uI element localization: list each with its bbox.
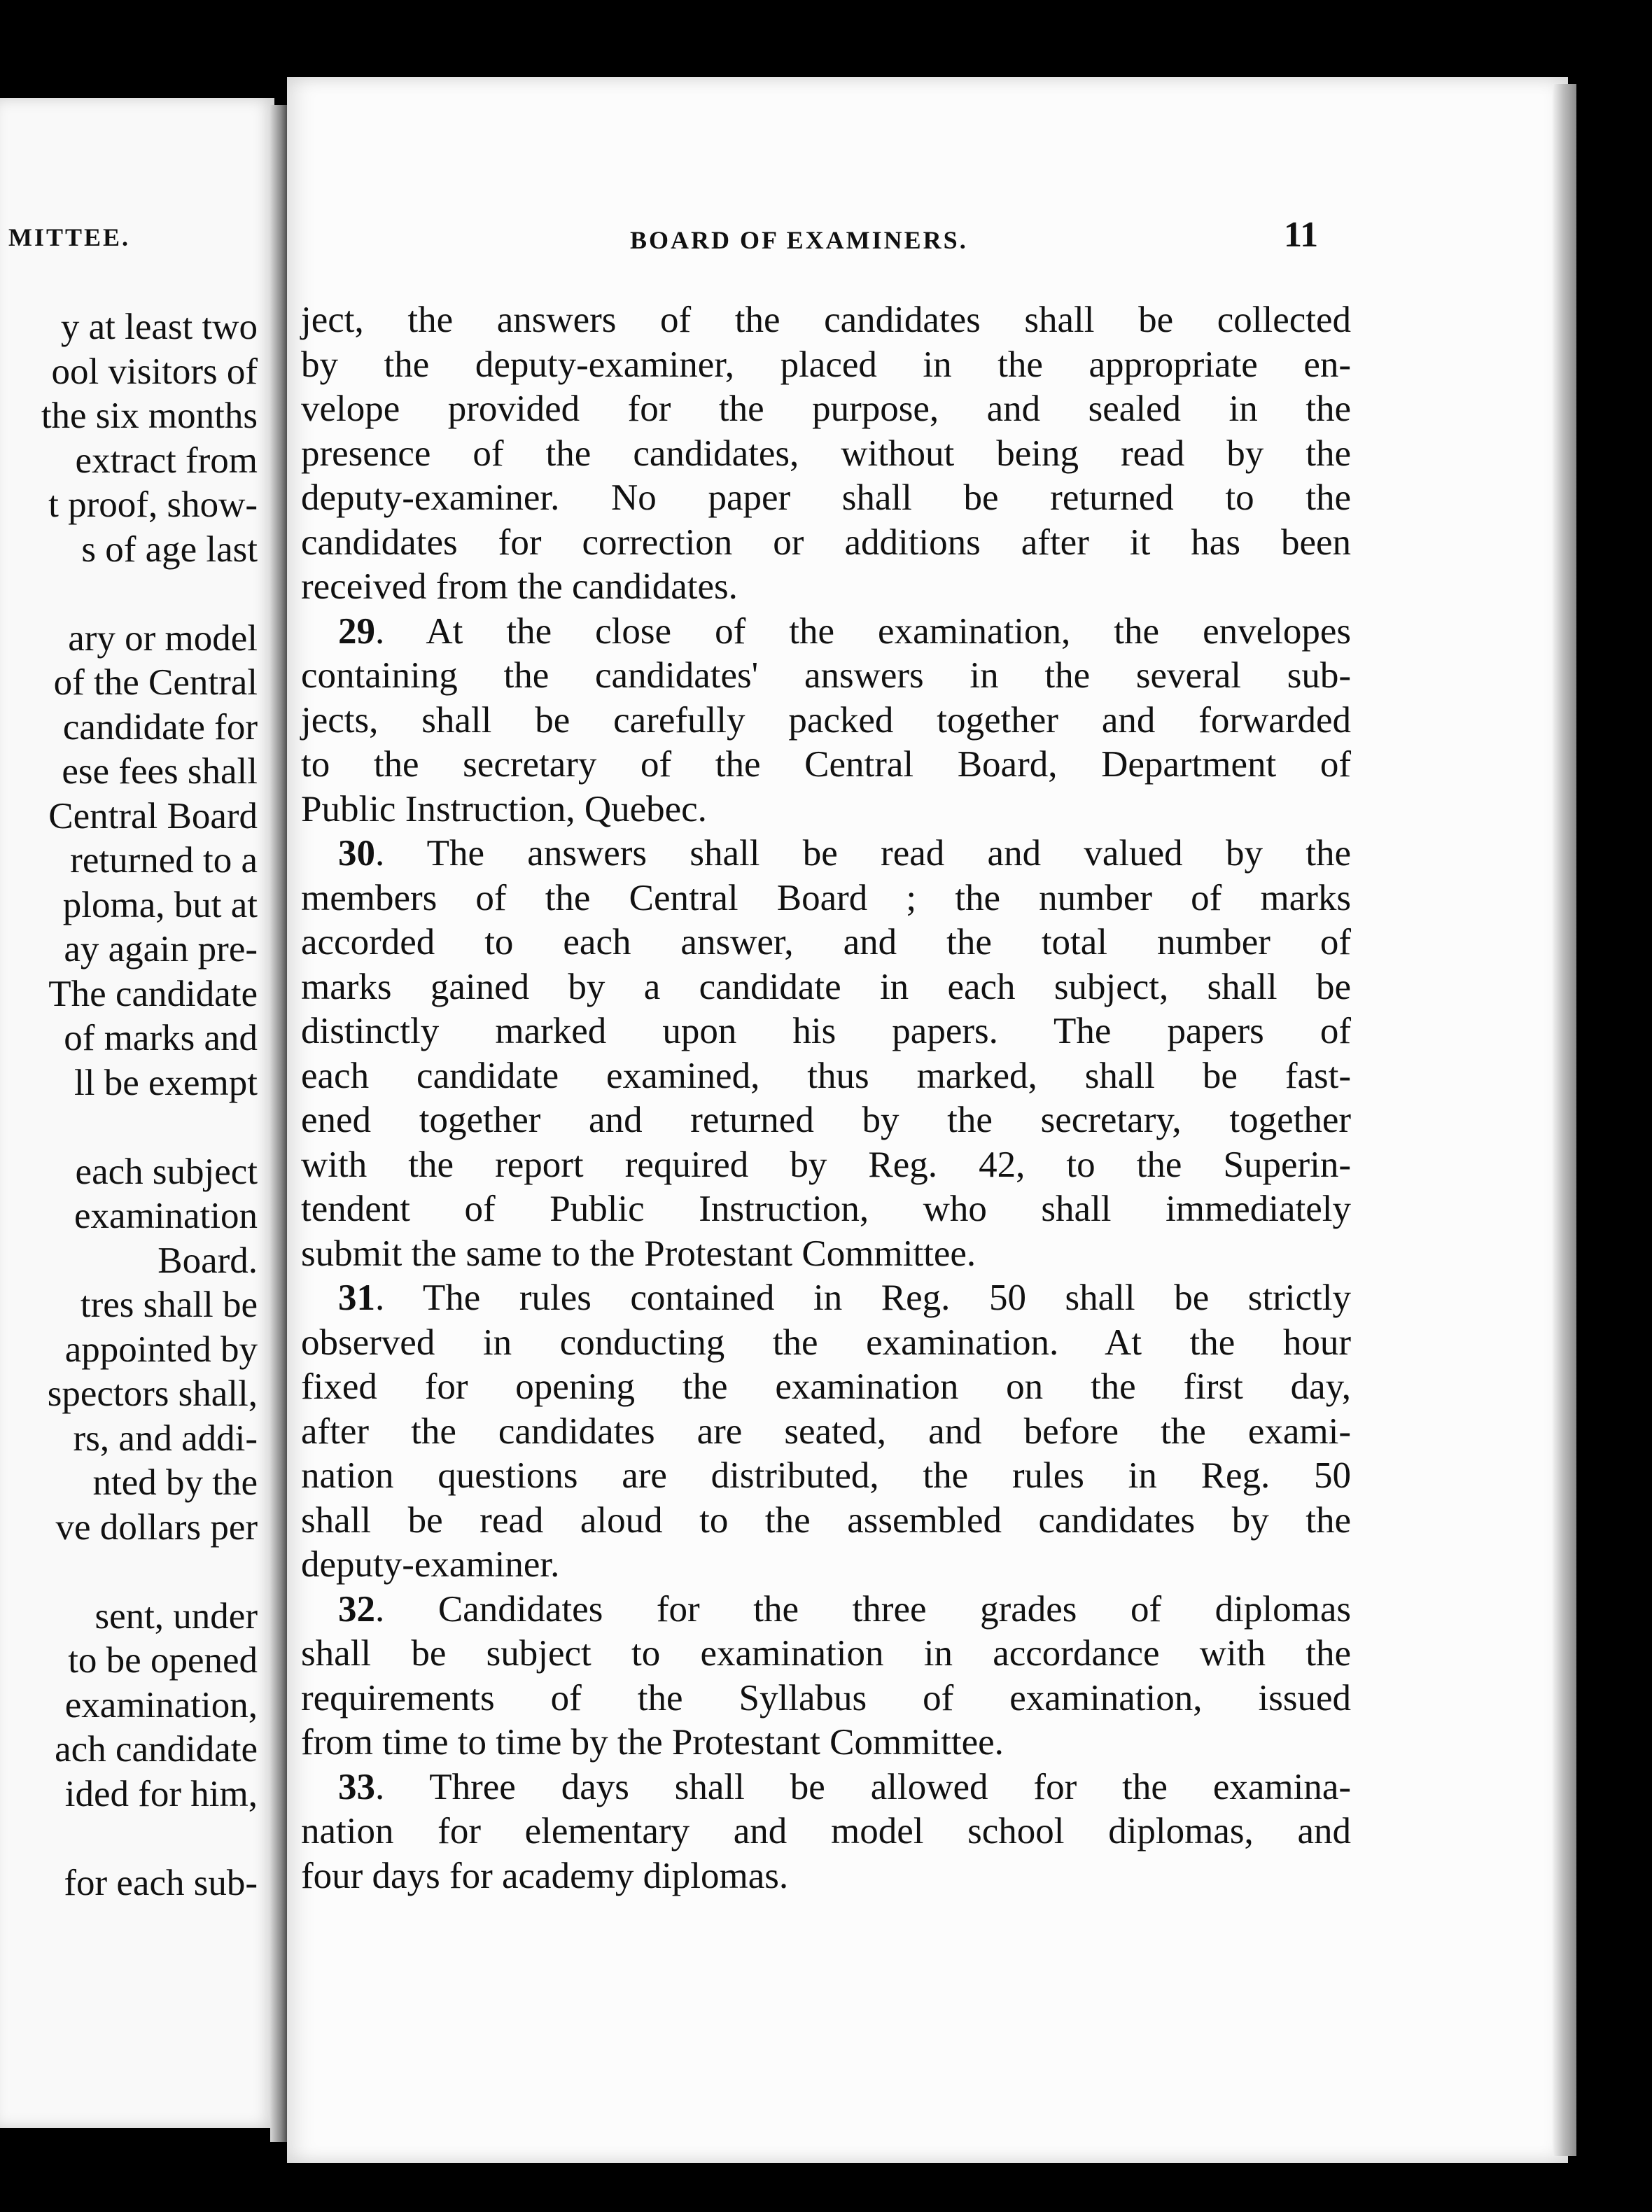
paragraph-start-line bbox=[301, 1588, 1351, 1632]
text-line bbox=[301, 1499, 1351, 1544]
text-line bbox=[301, 1232, 1351, 1277]
left-text-line: each subject bbox=[75, 1151, 258, 1192]
text-line bbox=[301, 920, 1351, 965]
left-text-line: sent, under bbox=[94, 1595, 258, 1637]
page-number: 11 bbox=[1284, 215, 1319, 255]
text-line bbox=[301, 699, 1351, 743]
paragraph-start-line bbox=[301, 832, 1351, 876]
line-text: ject, the answers of the candidates shall be collected bbox=[301, 300, 1351, 340]
left-text-line: ided for him, bbox=[64, 1773, 258, 1814]
left-running-head: MITTEE. bbox=[8, 223, 131, 251]
line-text: . The rules contained in Reg. 50 shall be strictly bbox=[375, 1278, 1351, 1318]
line-text: tendent of Public Instruction, who shall immediately bbox=[301, 1189, 1351, 1229]
text-line bbox=[301, 565, 1351, 610]
text-line bbox=[301, 1054, 1351, 1099]
line-text: shall be subject to examination in accordance with the bbox=[301, 1633, 1351, 1674]
left-text-line: s of age last bbox=[81, 528, 258, 570]
right-running-head: BOARD OF EXAMINERS. bbox=[630, 226, 968, 254]
left-text-line: Central Board bbox=[48, 795, 258, 836]
left-text-line: ploma, but at bbox=[62, 884, 258, 925]
line-text: . Candidates for the three grades of diplomas bbox=[375, 1588, 1351, 1630]
text-line bbox=[301, 476, 1351, 521]
line-text: nation questions are distributed, the rules in Reg. 50 bbox=[301, 1455, 1351, 1496]
text-line bbox=[301, 343, 1351, 388]
left-text-line: ach candidate bbox=[55, 1729, 258, 1770]
line-text: presence of the candidates, without being read by the bbox=[301, 433, 1351, 474]
line-text: jects, shall be carefully packed together and forwarded bbox=[301, 699, 1351, 741]
text-line bbox=[301, 1321, 1351, 1366]
line-text: by the deputy-examiner, placed in the appropriate en- bbox=[301, 344, 1351, 385]
text-line bbox=[301, 1721, 1351, 1765]
line-text: fixed for opening the examination on the first day, bbox=[301, 1366, 1351, 1407]
line-text: requirements of the Syllabus of examination, issued bbox=[301, 1677, 1351, 1718]
line-text: shall be read aloud to the assembled candidates by the bbox=[301, 1499, 1351, 1541]
left-text-line: The candidate bbox=[48, 973, 258, 1014]
paragraph-number: 32 bbox=[338, 1588, 375, 1630]
right-page-text bbox=[301, 298, 1351, 1898]
left-text-line: ary or model bbox=[68, 617, 258, 659]
text-line bbox=[301, 965, 1351, 1010]
text-line bbox=[301, 1410, 1351, 1455]
left-text-line: examination bbox=[74, 1196, 258, 1236]
left-text-line: ool visitors of bbox=[51, 351, 258, 392]
left-text-line: of the Central bbox=[53, 662, 258, 703]
paragraph-number: 29 bbox=[338, 610, 375, 652]
text-line bbox=[301, 387, 1351, 432]
line-text: marks gained by a candidate in each subject, shall be bbox=[301, 966, 1351, 1007]
line-text: observed in conducting the examination. At the hour bbox=[301, 1322, 1351, 1363]
text-line bbox=[301, 1365, 1351, 1410]
left-text-line bbox=[0, 1550, 258, 1595]
left-text-line bbox=[0, 572, 258, 617]
left-text-line: ay again pre- bbox=[64, 929, 258, 969]
text-line bbox=[301, 1098, 1351, 1143]
left-text-line: spectors shall, bbox=[47, 1373, 258, 1414]
line-text: distinctly marked upon his papers. The papers of bbox=[301, 1011, 1351, 1051]
line-text: each candidate examined, thus marked, shall be fast- bbox=[301, 1055, 1351, 1096]
left-text-line: Board. bbox=[158, 1240, 258, 1281]
left-text-line: candidate for bbox=[62, 706, 258, 748]
text-line bbox=[301, 1809, 1351, 1854]
page-edge-shadow bbox=[1553, 84, 1576, 2156]
line-text: candidates for correction or additions after it has been bbox=[301, 522, 1351, 563]
left-text-line: to be opened bbox=[68, 1640, 258, 1681]
left-text-line: for each sub- bbox=[64, 1862, 258, 1903]
left-text-line: rs, and addi- bbox=[73, 1418, 258, 1459]
left-text-line: tres shall be bbox=[80, 1284, 258, 1325]
text-line bbox=[301, 1009, 1351, 1054]
left-text-line: y at least two bbox=[60, 307, 258, 347]
left-text-line: ese fees shall bbox=[62, 751, 258, 792]
left-text-line: t proof, show- bbox=[48, 484, 258, 525]
left-text-line: of marks and bbox=[64, 1018, 258, 1058]
line-text: from time to time by the Protestant Committee. bbox=[301, 1722, 1004, 1763]
line-text: with the report required by Reg. 42, to the Superin- bbox=[301, 1144, 1351, 1185]
text-line bbox=[301, 1187, 1351, 1232]
left-page bbox=[0, 98, 274, 2128]
left-text-line: extract from bbox=[75, 440, 258, 481]
line-text: to the secretary of the Central Board, Department of bbox=[301, 744, 1351, 785]
line-text: . The answers shall be read and valued by the bbox=[375, 833, 1351, 874]
left-text-line: ve dollars per bbox=[55, 1506, 258, 1548]
text-line bbox=[301, 654, 1351, 699]
paragraph-number: 30 bbox=[338, 833, 375, 874]
text-line bbox=[301, 432, 1351, 477]
text-line bbox=[301, 298, 1351, 343]
left-text-line: nted by the bbox=[92, 1462, 258, 1503]
line-text: members of the Central Board ; the number of marks bbox=[301, 877, 1351, 918]
left-text-line: examination, bbox=[64, 1684, 258, 1726]
line-text: containing the candidates' answers in the several sub- bbox=[301, 655, 1351, 696]
left-text-line bbox=[0, 1816, 258, 1861]
left-text-line: ll be exempt bbox=[74, 1062, 258, 1103]
text-line bbox=[301, 1143, 1351, 1188]
line-text: after the candidates are seated, and before the exami- bbox=[301, 1410, 1351, 1452]
text-line bbox=[301, 876, 1351, 921]
line-text: deputy-examiner. No paper shall be returned to the bbox=[301, 477, 1351, 518]
text-line bbox=[301, 788, 1351, 832]
line-text: ened together and returned by the secretary, together bbox=[301, 1100, 1351, 1140]
text-line bbox=[301, 1632, 1351, 1676]
left-page-text bbox=[0, 305, 258, 1905]
line-text: . At the close of the examination, the envelopes bbox=[375, 610, 1351, 652]
text-line bbox=[301, 521, 1351, 566]
paragraph-number: 31 bbox=[338, 1278, 375, 1318]
paragraph-start-line bbox=[301, 610, 1351, 654]
line-text: . Three days shall be allowed for the examina- bbox=[375, 1766, 1351, 1807]
line-text: nation for elementary and model school diplomas, and bbox=[301, 1811, 1351, 1851]
left-text-line: the six months bbox=[41, 396, 258, 436]
left-text-line bbox=[0, 1105, 258, 1150]
line-text: submit the same to the Protestant Committee. bbox=[301, 1233, 976, 1274]
text-line bbox=[301, 1543, 1351, 1588]
text-line bbox=[301, 1454, 1351, 1499]
text-line bbox=[301, 1676, 1351, 1721]
line-text: received from the candidates. bbox=[301, 566, 738, 607]
line-text: four days for academy diplomas. bbox=[301, 1855, 789, 1896]
text-line bbox=[301, 1854, 1351, 1899]
right-page bbox=[287, 77, 1568, 2163]
paragraph-start-line bbox=[301, 1765, 1351, 1810]
left-text-line: appointed by bbox=[64, 1329, 258, 1370]
left-text-line: returned to a bbox=[70, 840, 258, 881]
paragraph-start-line bbox=[301, 1276, 1351, 1321]
line-text: velope provided for the purpose, and sealed in the bbox=[301, 388, 1351, 429]
line-text: Public Instruction, Quebec. bbox=[301, 788, 707, 830]
line-text: deputy-examiner. bbox=[301, 1544, 560, 1585]
line-text: accorded to each answer, and the total number of bbox=[301, 922, 1351, 962]
paragraph-number: 33 bbox=[338, 1766, 375, 1807]
text-line bbox=[301, 743, 1351, 788]
